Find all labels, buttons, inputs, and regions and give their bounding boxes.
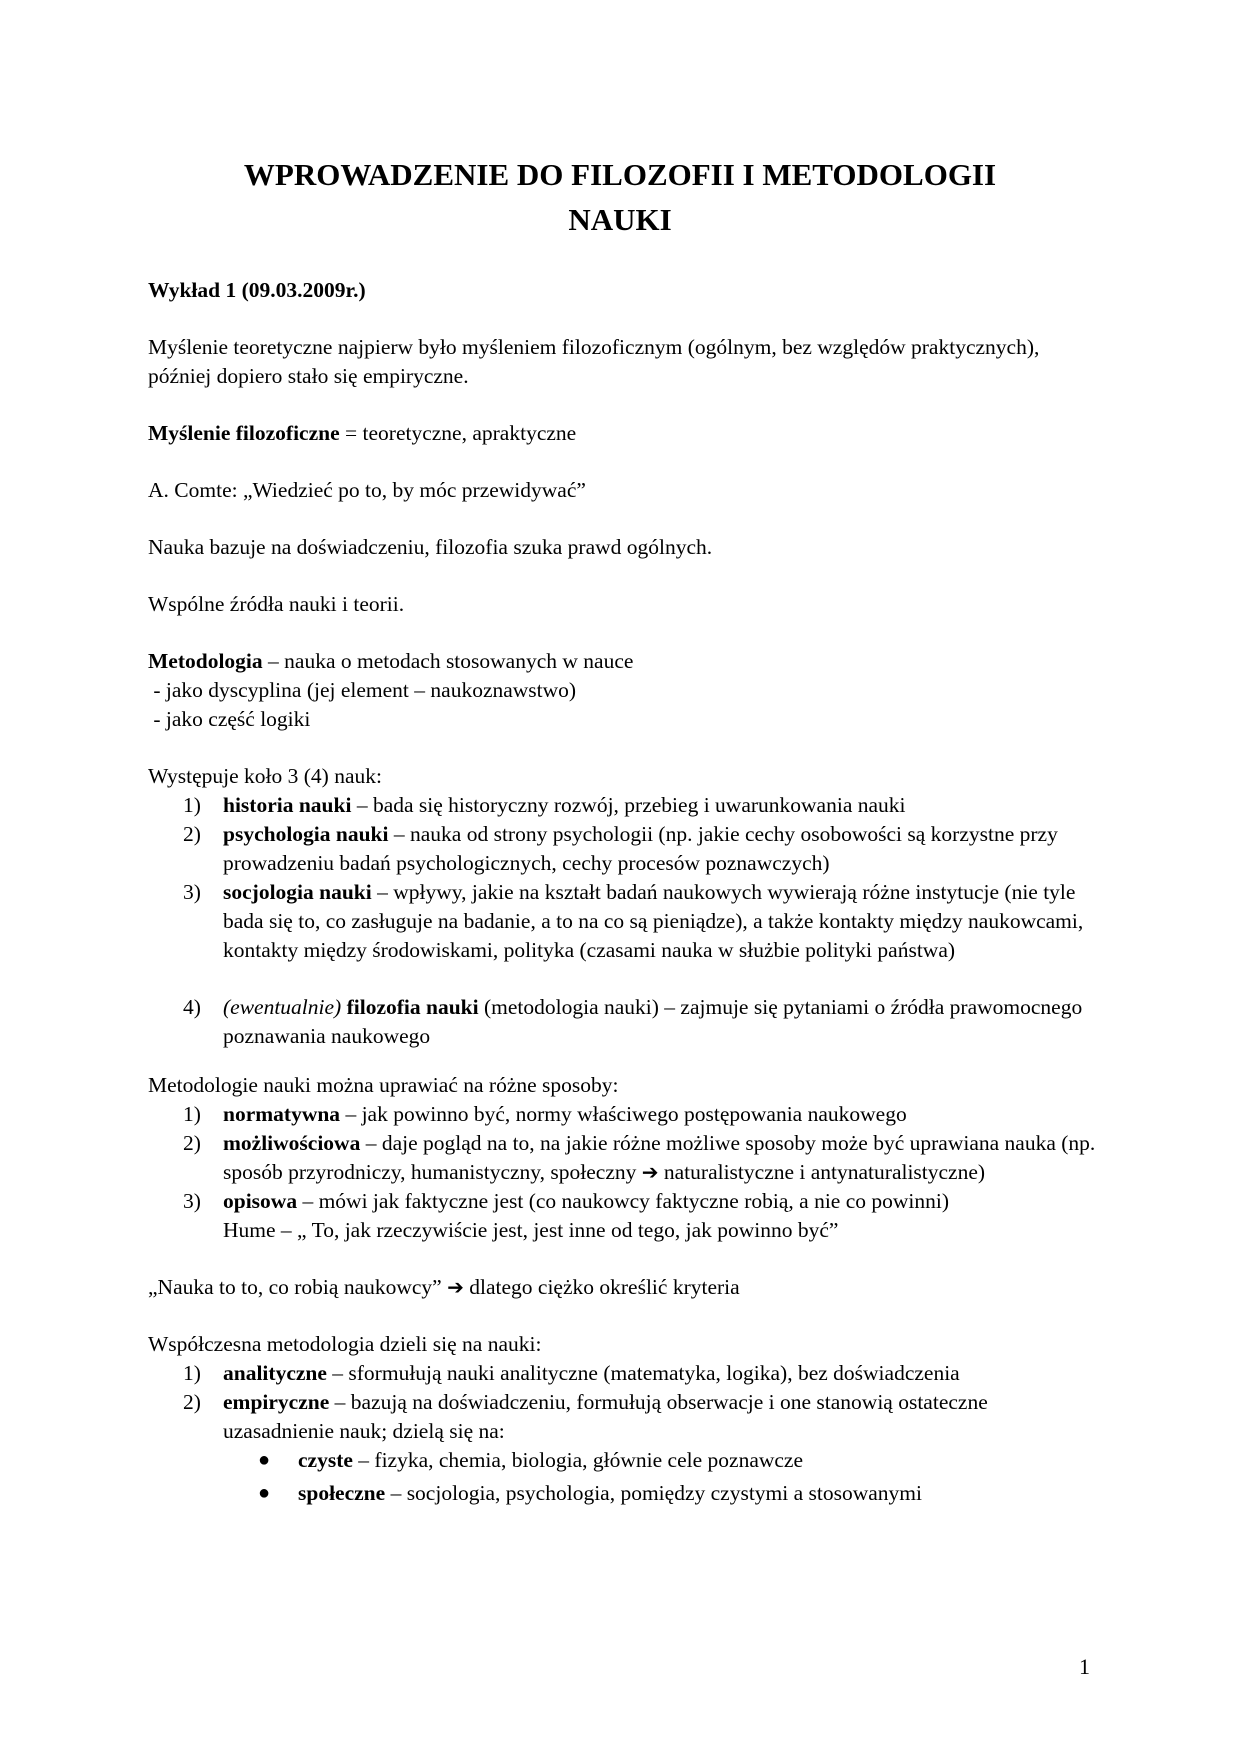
paragraph-4: Nauka bazuje na doświadczeniu, filozofia szuka prawd ogólnych. xyxy=(148,535,713,559)
term: Metodologia xyxy=(148,649,263,673)
list-item: 2) możliwościowa – daje pogląd na to, na jakie różne możliwe sposoby może być uprawiana nauka (np. sposób przyrodniczy, humanistyczny, społeczny ➔ naturalistyczne i antynaturalistyczne) xyxy=(183,1131,1096,1184)
paragraph-5: Wspólne źródła nauki i teorii. xyxy=(148,592,405,616)
section-intro: Współczesna metodologia dzieli się na nauki: xyxy=(148,1332,542,1356)
document-title xyxy=(130,152,1110,242)
page-number: 1 xyxy=(1079,1654,1090,1679)
list-item: 1) historia nauki – bada się historyczny rozwój, przebieg i uwarunkowania nauki xyxy=(183,793,906,817)
methodology-definition: Metodologia – nauka o metodach stosowanych w nauce - jako dyscyplina (jej element – naukoznawstwo) - jako część logiki xyxy=(148,647,1098,734)
paragraph-1: Myślenie teoretyczne najpierw było myśleniem filozoficznym (ogólnym, bez względów praktycznych), później dopiero stało się empiryczne. xyxy=(148,335,1040,388)
list-item: 3) opisowa – mówi jak faktyczne jest (co naukowcy faktyczne robią, a nie co powinni) Hume – „ To, jak rzeczywiście jest, jest inne od tego, jak powinno być” xyxy=(183,1189,950,1242)
list-item: 1) normatywna – jak powinno być, normy właściwego postępowania naukowego xyxy=(183,1102,907,1126)
modern-section xyxy=(148,1330,1098,1508)
list-item: 4) (ewentualnie) filozofia nauki (metodologia nauki) – zajmuje się pytaniami o źródła prawomocnego poznawania naukowego xyxy=(183,995,1083,1048)
sciences-section xyxy=(148,762,1098,1051)
section-intro: Metodologie nauki można uprawiać na różne sposoby: xyxy=(148,1073,619,1097)
title-line-2: NAUKI xyxy=(568,202,672,237)
term: Myślenie filozoficzne xyxy=(148,421,340,445)
bullet-item: ● społeczne – socjologia, psychologia, pomiędzy czystymi a stosowanymi xyxy=(148,1479,1098,1508)
dash-item: - jako dyscyplina (jej element – naukoznawstwo) xyxy=(148,678,577,702)
title-line-1: WPROWADZENIE DO FILOZOFII I METODOLOGII xyxy=(243,157,997,192)
list-item: 2) empiryczne – bazują na doświadczeniu, formułują obserwacje i one stanowią ostateczne uzasadnienie nauk; dzielą się na: xyxy=(183,1390,988,1443)
bullet-icon: ● xyxy=(258,1482,271,1504)
arrow-right-icon: ➔ xyxy=(447,1275,464,1299)
section-intro: Występuje koło 3 (4) nauk: xyxy=(148,764,382,788)
list-item: 3) socjologia nauki – wpływy, jakie na kształt badań naukowych wywierają różne instytucje (nie tyle bada się to, co zasługuje na badanie, a to na co są pieniądze), a także kontakty między naukowcami, kontakty między środowiskami, polityka (czasami nauka w służbie polityki państwa) xyxy=(183,880,1084,962)
bullet-item: ● czyste – fizyka, chemia, biologia, głównie cele poznawcze xyxy=(148,1446,1098,1475)
methods-section xyxy=(148,1071,1098,1245)
paragraph-3: A. Comte: „Wiedzieć po to, by móc przewidywać” xyxy=(148,478,586,502)
arrow-right-icon: ➔ xyxy=(641,1160,659,1184)
list-item: 1) analityczne – sformułują nauki analityczne (matematyka, logika), bez doświadczenia xyxy=(183,1361,960,1385)
dash-item: - jako część logiki xyxy=(148,707,311,731)
quote-line: „Nauka to to, co robią naukowcy” ➔ dlatego ciężko określić kryteria xyxy=(148,1275,740,1299)
bullet-icon: ● xyxy=(258,1449,271,1471)
list-item: 2) psychologia nauki – nauka od strony psychologii (np. jakie cechy osobowości są korzystne przy prowadzeniu badań psychologicznych, cechy procesów poznawczych) xyxy=(183,822,1058,875)
lecture-heading: Wykład 1 (09.03.2009r.) xyxy=(148,278,366,302)
paragraph-2: Myślenie filozoficzne = teoretyczne, apraktyczne xyxy=(148,421,577,445)
document-body xyxy=(148,276,1098,1508)
